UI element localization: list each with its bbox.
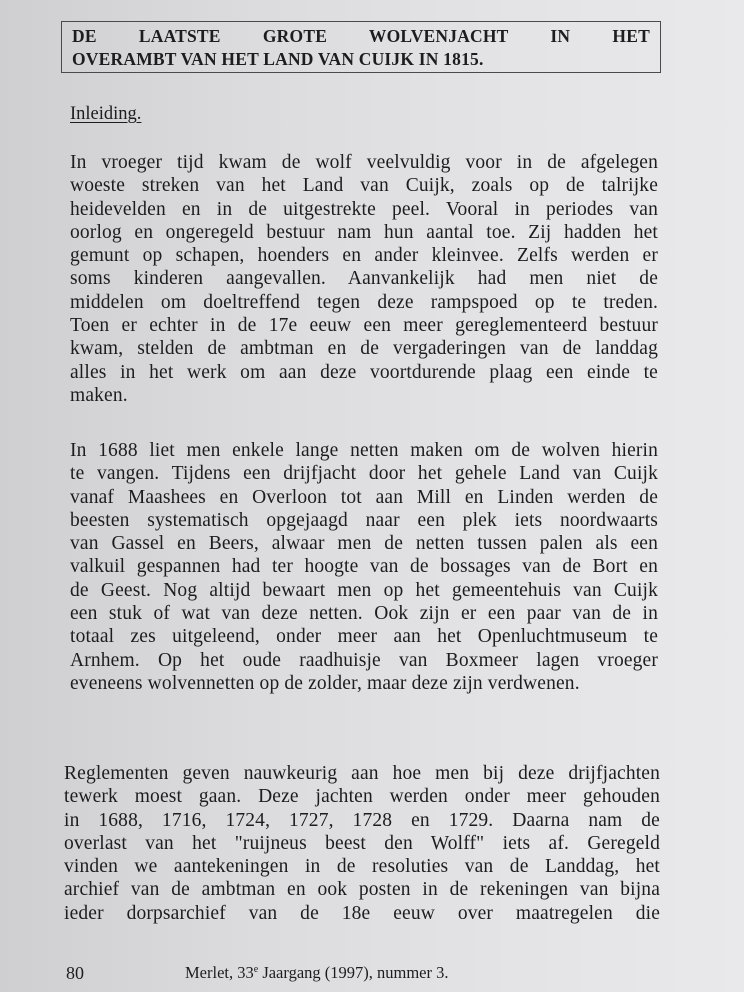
text-line: te vangen. Tijdens een drijfjacht door het gehele Land van Cuijk [70, 463, 658, 485]
text-line: vinden we aantekeningen in de resoluties van de Landdag, het [64, 856, 660, 878]
paragraph-2 [70, 439, 658, 695]
text-line: beesten systematisch opgejaagd naar een plek iets noordwaarts [70, 509, 658, 531]
text-line: tewerk moest gaan. Deze jachten werden onder meer gehouden [64, 786, 660, 808]
title-box [61, 21, 661, 73]
text-line: gemunt op schapen, hoenders en ander kleinvee. Zelfs werden er [70, 245, 658, 267]
text-line: van Gassel en Beers, alwaar men de netten tussen palen als een [70, 533, 658, 555]
text-line: In 1688 liet men enkele lange netten maken om de wolven hierin [70, 440, 658, 461]
text-line: In vroeger tijd kwam de wolf veelvuldig voor in de afgelegen [70, 152, 658, 173]
text-line: totaal zes uitgeleend, onder meer aan het Openluchtmuseum te [70, 626, 658, 648]
text-line: woeste streken van het Land van Cuijk, zoals op de talrijke [70, 175, 658, 197]
text-line: vanaf Maashees en Overloon tot aan Mill en Linden werden de [70, 486, 658, 508]
journal-superscript: e [253, 964, 259, 975]
text-line: Toen er echter in de 17e eeuw een meer gereglementeerd bestuur [70, 315, 658, 337]
journal-prefix: Merlet, 33 [185, 963, 254, 982]
title-line-2: OVERAMBT VAN HET LAND VAN CUIJK IN 1815. [72, 49, 484, 69]
journal-suffix: Jaargang (1997), nummer 3. [258, 963, 449, 982]
text-line: valkuil gespannen had ter hoogte van de bossages van de Bort en [70, 556, 658, 578]
text-line: kwam, stelden de ambtman en de vergaderingen van de landdag [70, 338, 658, 360]
text-line: maken. [70, 384, 128, 406]
section-heading: Inleiding. [70, 104, 142, 124]
text-line: overlast van het "ruijneus beest den Wolff" iets af. Geregeld [64, 832, 660, 854]
journal-citation [185, 963, 449, 983]
text-line: ieder dorpsarchief van de 18e eeuw over maatregelen die [64, 902, 660, 924]
text-line: soms kinderen aangevallen. Aanvankelijk had men niet de [70, 268, 658, 290]
text-line: Reglementen geven nauwkeurig aan hoe men bij deze drijfjachten [64, 763, 660, 784]
text-line: de Geest. Nog altijd bewaart men op het gemeentehuis van Cuijk [70, 579, 658, 601]
text-line: eveneens wolvennetten op de zolder, maar deze zijn verdwenen. [70, 672, 580, 694]
text-line: middelen om doeltreffend tegen deze rampspoed op te treden. [70, 291, 658, 313]
title-line-1: DE LAATSTE GROTE WOLVENJACHT IN HET [72, 26, 650, 46]
paragraph-1 [70, 151, 658, 407]
page-number: 80 [66, 963, 84, 983]
text-line: heidevelden en in de uitgestrekte peel. Vooral in periodes van [70, 198, 658, 220]
paragraph-3 [64, 762, 660, 925]
text-line: een stuk of wat van deze netten. Ook zijn er een paar van de in [70, 603, 658, 625]
text-line: in 1688, 1716, 1724, 1727, 1728 en 1729. Daarna nam de [64, 809, 660, 831]
text-line: Arnhem. Op het oude raadhuisje van Boxmeer lagen vroeger [70, 649, 658, 671]
text-line: oorlog en ongeregeld bestuur nam hun aantal toe. Zij hadden het [70, 221, 658, 243]
text-line: archief van de ambtman en ook posten in de rekeningen van bijna [64, 879, 660, 901]
text-line: alles in het werk om aan deze voortdurende plaag een einde te [70, 361, 658, 383]
